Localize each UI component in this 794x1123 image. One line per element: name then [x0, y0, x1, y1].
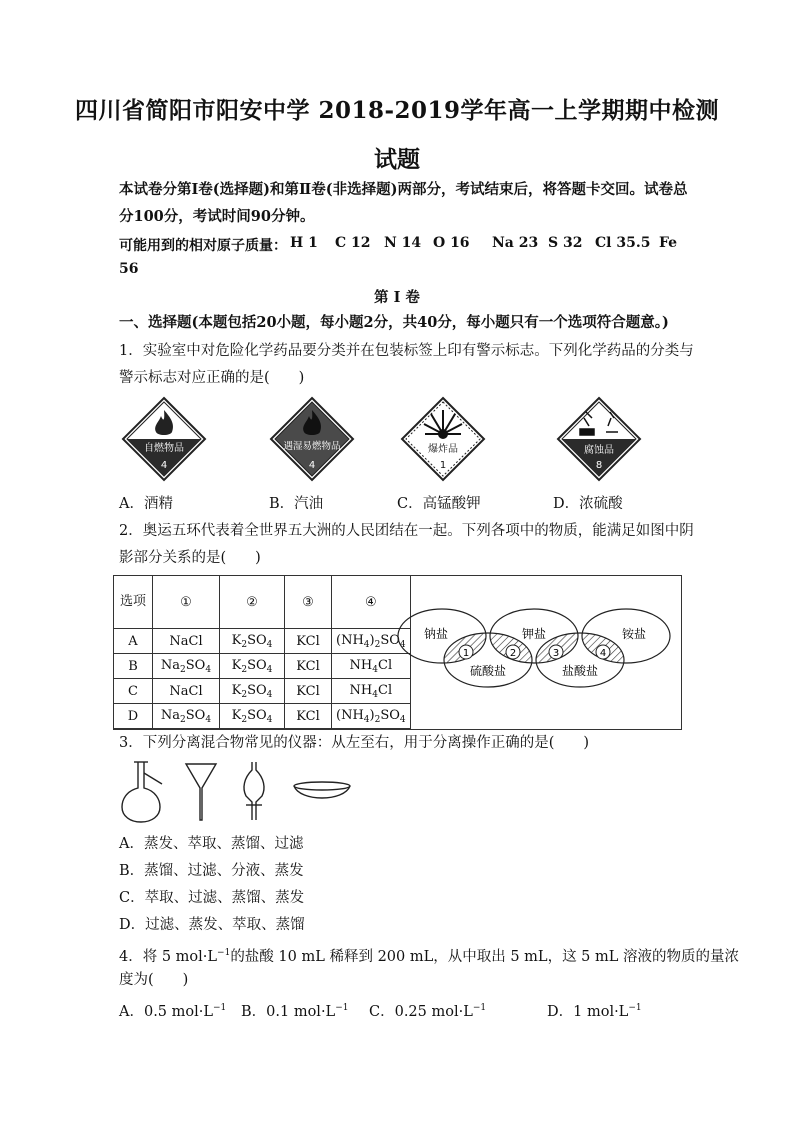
q4-option-d[interactable] — [547, 998, 642, 1022]
q3-option-d[interactable]: D．过滤、蒸发、萃取、蒸馏 — [119, 917, 305, 933]
table-header-cell: ③ — [285, 576, 332, 629]
region-number: 2 — [509, 648, 517, 659]
table-cell: C — [114, 679, 153, 704]
q1-option-b[interactable]: B．汽油 — [269, 496, 324, 512]
unit-exponent: −1 — [628, 1003, 642, 1013]
atomic-mass-item: H 1 — [290, 235, 318, 251]
table-row — [114, 629, 411, 654]
atomic-mass-item: Na 23 — [492, 235, 539, 251]
sign-label: 爆炸品 — [428, 444, 458, 455]
dangerous-when-wet-sign — [269, 396, 355, 482]
q4-stem-line-2: 度为( ) — [119, 972, 189, 988]
region-number: 3 — [552, 648, 560, 659]
separatory-funnel-icon — [244, 762, 264, 820]
intro-line-2: 分100分，考试时间90分钟。 — [119, 208, 315, 225]
region-number: 1 — [462, 648, 470, 659]
sign-number: 4 — [308, 460, 316, 471]
q3-option-c[interactable]: C．萃取、过滤、蒸馏、蒸发 — [119, 890, 305, 906]
table-header-cell: ② — [220, 576, 285, 629]
distilling-flask-icon — [122, 762, 162, 822]
sign-label: 自燃物品 — [144, 443, 184, 454]
table-cell: $K_2SO_4$ — [220, 629, 285, 654]
region-number: 4 — [599, 648, 607, 659]
table-cell: $Na_2SO_4$ — [153, 704, 220, 729]
atomic-mass-item: N 14 — [384, 235, 422, 251]
table-row — [114, 704, 411, 729]
atomic-mass-item: Fe — [659, 235, 678, 251]
table-cell: $NH_4Cl$ — [332, 679, 411, 704]
option-text: C．0.25 mol·L — [369, 1004, 473, 1020]
table-header-cell: ① — [153, 576, 220, 629]
q2-stem-line-2: 影部分关系的是( ) — [119, 550, 261, 566]
q1-option-a[interactable]: A．酒精 — [119, 496, 173, 512]
table-cell: $Na_2SO_4$ — [153, 654, 220, 679]
q3-option-b[interactable]: B．蒸馏、过滤、分液、蒸发 — [119, 863, 304, 879]
section-heading: 第 Ⅰ 卷 — [374, 289, 420, 306]
paper-title-continued: 试题 — [374, 146, 420, 173]
table-cell: $K_2SO_4$ — [220, 679, 285, 704]
paper-title: 四川省简阳市阳安中学 2018-2019学年高一上学期期中检测 — [74, 97, 720, 124]
q1-option-d[interactable]: D．浓硫酸 — [553, 496, 623, 512]
unit-exponent: −1 — [335, 1003, 349, 1013]
q4-option-c[interactable] — [369, 998, 486, 1022]
q1-stem-line-1: 1．实验室中对危险化学药品要分类并在包装标签上印有警示标志。下列化学药品的分类与 — [119, 343, 694, 359]
intro-line-1: 本试卷分第Ⅰ卷(选择题)和第Ⅱ卷(非选择题)两部分，考试结束后，将答题卡交回。试卷总 — [119, 181, 688, 198]
sign-label: 遇湿易燃物品 — [283, 441, 341, 452]
atomic-mass-item: Cl 35.5 — [595, 235, 651, 251]
ring-label-ammonium: 铵盐 — [621, 627, 647, 641]
atomic-mass-label: 可能用到的相对原子质量： — [119, 238, 287, 254]
atomic-mass-wrap: 56 — [119, 261, 139, 277]
q1-stem-line-2: 警示标志对应正确的是( ) — [119, 370, 305, 386]
table-cell: KCl — [285, 704, 332, 729]
q4-option-b[interactable] — [241, 998, 348, 1022]
q2-stem-line-1: 2．奥运五环代表着全世界五大洲的人民团结在一起。下列各项中的物质，能满足如图中阴 — [119, 523, 694, 539]
sign-label: 腐蚀品 — [584, 445, 614, 456]
salt-ring-diagram — [396, 600, 676, 700]
sign-number: 1 — [439, 460, 447, 471]
evaporating-dish-icon — [294, 782, 350, 798]
table-cell: $(NH_4)_2SO_4$ — [332, 704, 411, 729]
ring-label-potassium: 钾盐 — [521, 627, 547, 641]
ring-label-chloride: 盐酸盐 — [561, 664, 599, 678]
table-cell: $(NH_4)_2SO_4$ — [332, 629, 411, 654]
table-header-cell: ④ — [332, 576, 411, 629]
q4-stem-part: 4．将 5 mol·L — [119, 949, 218, 965]
corrosive-sign — [556, 396, 642, 482]
table-cell: A — [114, 629, 153, 654]
table-row — [114, 679, 411, 704]
table-cell: $NH_4Cl$ — [332, 654, 411, 679]
lab-apparatus-figure — [118, 758, 358, 824]
table-header-row — [114, 576, 411, 629]
table-cell: NaCl — [153, 629, 220, 654]
ring-label-sodium: 钠盐 — [423, 627, 449, 641]
option-text: A．0.5 mol·L — [119, 1004, 213, 1020]
table-cell: D — [114, 704, 153, 729]
table-row — [114, 654, 411, 679]
unit-exponent: −1 — [217, 948, 231, 958]
atomic-mass-item: O 16 — [433, 235, 470, 251]
explosives-sign — [400, 396, 486, 482]
part-heading: 一、选择题(本题包括20小题，每小题2分，共40分，每小题只有一个选项符合题意。) — [119, 314, 669, 331]
q4-stem-line-1 — [119, 943, 739, 967]
q3-stem: 3．下列分离混合物常见的仪器：从左至右，用于分离操作正确的是( ) — [119, 735, 590, 751]
q1-option-c[interactable]: C．高锰酸钾 — [397, 496, 481, 512]
atomic-mass-item: S 32 — [548, 235, 583, 251]
ring-label-sulfate: 硫酸盐 — [469, 664, 507, 678]
q4-stem-part: 的盐酸 10 mL 稀释到 200 mL，从中取出 5 mL，这 5 mL 溶液的物质的量浓 — [230, 949, 739, 965]
spontaneous-combustion-sign — [121, 396, 207, 482]
table-cell: $K_2SO_4$ — [220, 654, 285, 679]
table-header-cell: 选项 — [114, 576, 153, 629]
option-text: B．0.1 mol·L — [241, 1004, 336, 1020]
unit-exponent: −1 — [472, 1003, 487, 1013]
table-cell: KCl — [285, 629, 332, 654]
unit-exponent: −1 — [213, 1003, 227, 1013]
q3-option-a[interactable]: A．蒸发、萃取、蒸馏、过滤 — [119, 836, 304, 852]
table-cell: $K_2SO_4$ — [220, 704, 285, 729]
q4-option-a[interactable] — [119, 998, 226, 1022]
table-cell: KCl — [285, 654, 332, 679]
table-cell: B — [114, 654, 153, 679]
table-cell: NaCl — [153, 679, 220, 704]
table-cell: KCl — [285, 679, 332, 704]
sign-number: 8 — [595, 460, 603, 471]
sign-number: 4 — [160, 460, 168, 471]
atomic-mass-item: C 12 — [335, 235, 371, 251]
funnel-icon — [186, 764, 216, 820]
option-text: D．1 mol·L — [547, 1004, 629, 1020]
q2-options-table — [113, 575, 411, 729]
